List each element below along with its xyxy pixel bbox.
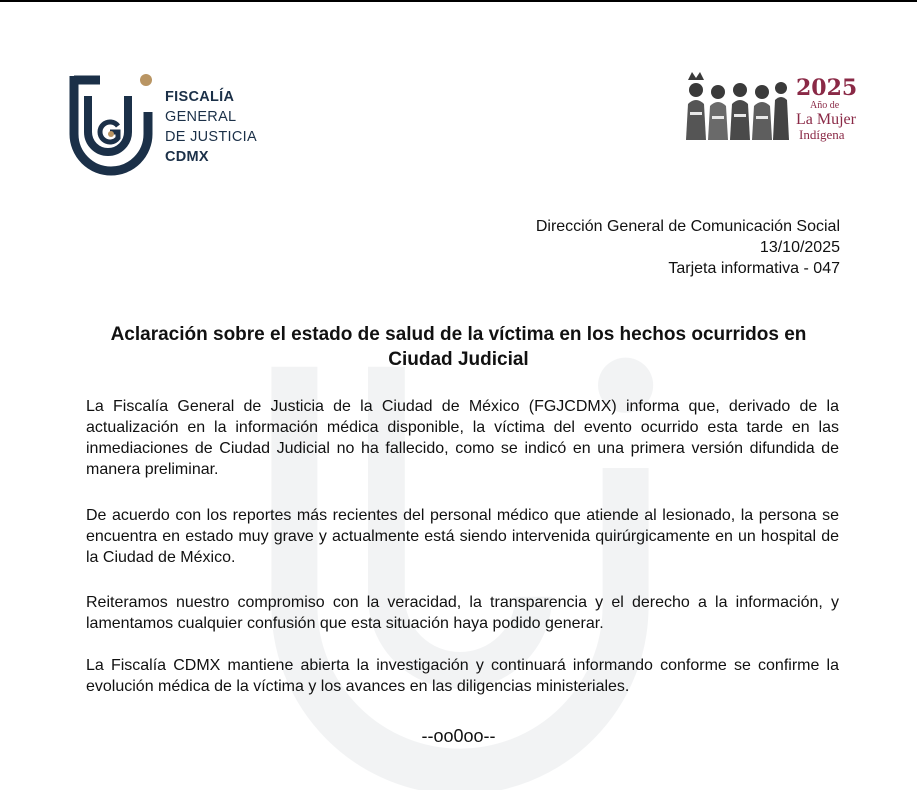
document-date: 13/10/2025 [759, 239, 840, 256]
mujer-indigena-logo [682, 70, 862, 142]
document-title: Aclaración sobre el estado de salud de la víctima en los hechos ocurridos en Ciudad Judicial [110, 324, 807, 370]
logo-line-justicia: DE JUSTICIA [165, 129, 257, 145]
year-sub-label: Año de [810, 100, 840, 111]
year-mujer-label: La Mujer [796, 111, 856, 128]
logo-line-general: GENERAL [165, 109, 237, 125]
document-header [536, 216, 840, 279]
card-number: Tarjeta informativa - 047 [668, 260, 840, 277]
top-border [0, 0, 917, 2]
year-label: 2025 [796, 75, 858, 101]
logo-line-fiscalia: FISCALÍA [165, 89, 235, 105]
paragraph-2: De acuerdo con los reportes más recientes del personal médico que atiende al lesionado, la persona se encuentra en estado muy grave y actualmente está siendo intervenida quirúrgicamente en un hospital de la Ciudad de México. [86, 507, 839, 566]
paragraph-4: La Fiscalía CDMX mantiene abierta la investigación y continuará informando conforme se confirme la evolución médica de la víctima y los avances en las diligencias ministeriales. [86, 657, 839, 695]
fgj-emblem-icon [66, 72, 156, 176]
year-indigena-label: Indígena [799, 127, 845, 142]
indigenous-women-illustration-icon [682, 70, 792, 142]
department-name: Dirección General de Comunicación Social [535, 218, 840, 235]
fgj-logo [66, 72, 266, 182]
closing-mark: --oo0oo-- [421, 726, 496, 746]
paragraph-1: La Fiscalía General de Justicia de la Ciudad de México (FGJCDMX) informa que, derivado de la actualización en la información médica disponible, la víctima del evento ocurrido esta tarde en las inmediaciones de Ciudad Judicial no ha fallecido, como se indicó en una primera versión difundida de manera preliminar. [86, 398, 839, 478]
paragraph-3: Reiteramos nuestro compromiso con la veracidad, la transparencia y el derecho a la información, y lamentamos cualquier confusión que esta situación haya podido generar. [86, 594, 839, 632]
logo-line-cdmx: CDMX [165, 149, 209, 165]
